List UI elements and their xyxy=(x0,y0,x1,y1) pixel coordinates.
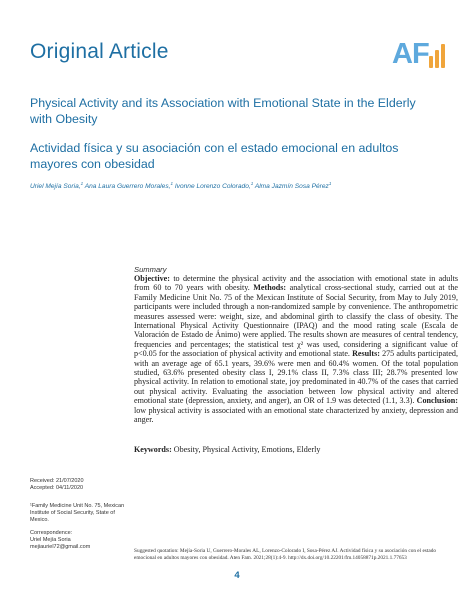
author-2-affiliation: 1 xyxy=(170,181,173,186)
keywords xyxy=(134,445,458,455)
dates-block xyxy=(30,478,130,492)
correspondence-email[interactable]: mejiauriel72@gmail.com xyxy=(30,543,91,550)
page-number: 4 xyxy=(234,570,240,581)
objective-text: to determine the physical activity and the association with emotional state in adults from 60 to 70 years with obesity. xyxy=(134,274,458,293)
title-spanish: Actividad física y su asociación con el estado emocional en adultos mayores con obesidad xyxy=(30,141,399,171)
keywords-label: Keywords: xyxy=(134,445,172,454)
conclusion-text: low physical activity is associated with an emotional state characterized by anxiety, depression and anger. xyxy=(134,405,458,425)
author-2: Ana Laura Guerrero Morales, xyxy=(84,183,171,191)
abstract-body xyxy=(134,274,458,425)
methods-label: Methods: xyxy=(253,283,287,293)
authors-line xyxy=(30,181,450,190)
received-date: Received: 21/07/2020 xyxy=(30,478,84,484)
author-4: Alma Jazmín Sosa Pérez xyxy=(254,183,329,191)
correspondence-label: Correspondence: xyxy=(30,530,73,536)
results-text: 275 adults participated, with an average age of 65.1 years, 39.6% were men and 60.4% women. Of the total population studied, 63.6% presented obesity class I, 29.1% class II, 7.3% class III; 28.7% presented low physical activity. In relation to emotional state, joy predominated in 40.7% of the cases that carried out physical activity. Evaluating the association between low physical activity and altered emotional state (depression, anxiety, and anger), an OR of 1.9 was detected (1.1, 3.3). xyxy=(134,349,458,406)
title-english: Physical Activity and its Association with Emotional State in the Elderly with Obesity xyxy=(30,96,416,126)
author-3-affiliation: 1 xyxy=(250,181,254,186)
suggested-citation: Suggested quotation: Mejía-Soria U, Guerrero-Morales AL, Lorenzo-Colorado I, Sosa-Pérez AJ. Actividad física y su asociación con el estado emocional en adultos mayores con obesidad. Aten Fam. 2021;28(1):4-9. http://dx.doi.org/10.22201/fm.14058871p.2021.1.77653 xyxy=(134,548,436,561)
affiliation-note: ¹Family Medicine Unit No. 75, Mexican Institute of Social Security, State of Mexico. xyxy=(30,503,125,523)
article-type: Original Article xyxy=(30,40,169,63)
methods-text: analytical cross-sectional study, carried out at the Family Medicine Unit No. 75 of the Mexican Institute of Social Security, from May to July 2019, participants were included through a non-randomized sample by convenience. The anthropometric measures assessed were: weight, size, and abdominal girth to classify the class of obesity. The International Physical Activity Questionnaire (IPAQ) and the mood rating scale (Escala de Valoración de Estado de Ánimo) were applied. The results shown are measures of central tendency, frequencies and percentages; the statistical test χ² was used, considering a significant value of p<0.05 for the association of physical activity and emotional state. xyxy=(134,283,458,359)
journal-logo xyxy=(392,38,444,72)
correspondence-name: Uriel Mejía Soria xyxy=(30,536,71,543)
summary-heading: Summary xyxy=(134,265,167,274)
results-label: Results: xyxy=(352,349,380,359)
conclusion-label: Conclusion: xyxy=(416,396,458,406)
logo-bars-icon xyxy=(429,44,445,68)
author-1: Uriel Mejía Soria, xyxy=(30,183,81,191)
keywords-text: Obesity, Physical Activity, Emotions, Elderly xyxy=(171,445,321,454)
author-4-affiliation: 1 xyxy=(328,181,332,186)
correspondence-block xyxy=(30,530,130,550)
author-1-affiliation: 1 xyxy=(80,181,84,186)
author-3: Ivonne Lorenzo Colorado, xyxy=(174,183,251,191)
logo-text: AF xyxy=(392,38,429,70)
objective-label: Objective: xyxy=(134,274,170,283)
accepted-date: Accepted: 04/11/2020 xyxy=(30,484,84,491)
